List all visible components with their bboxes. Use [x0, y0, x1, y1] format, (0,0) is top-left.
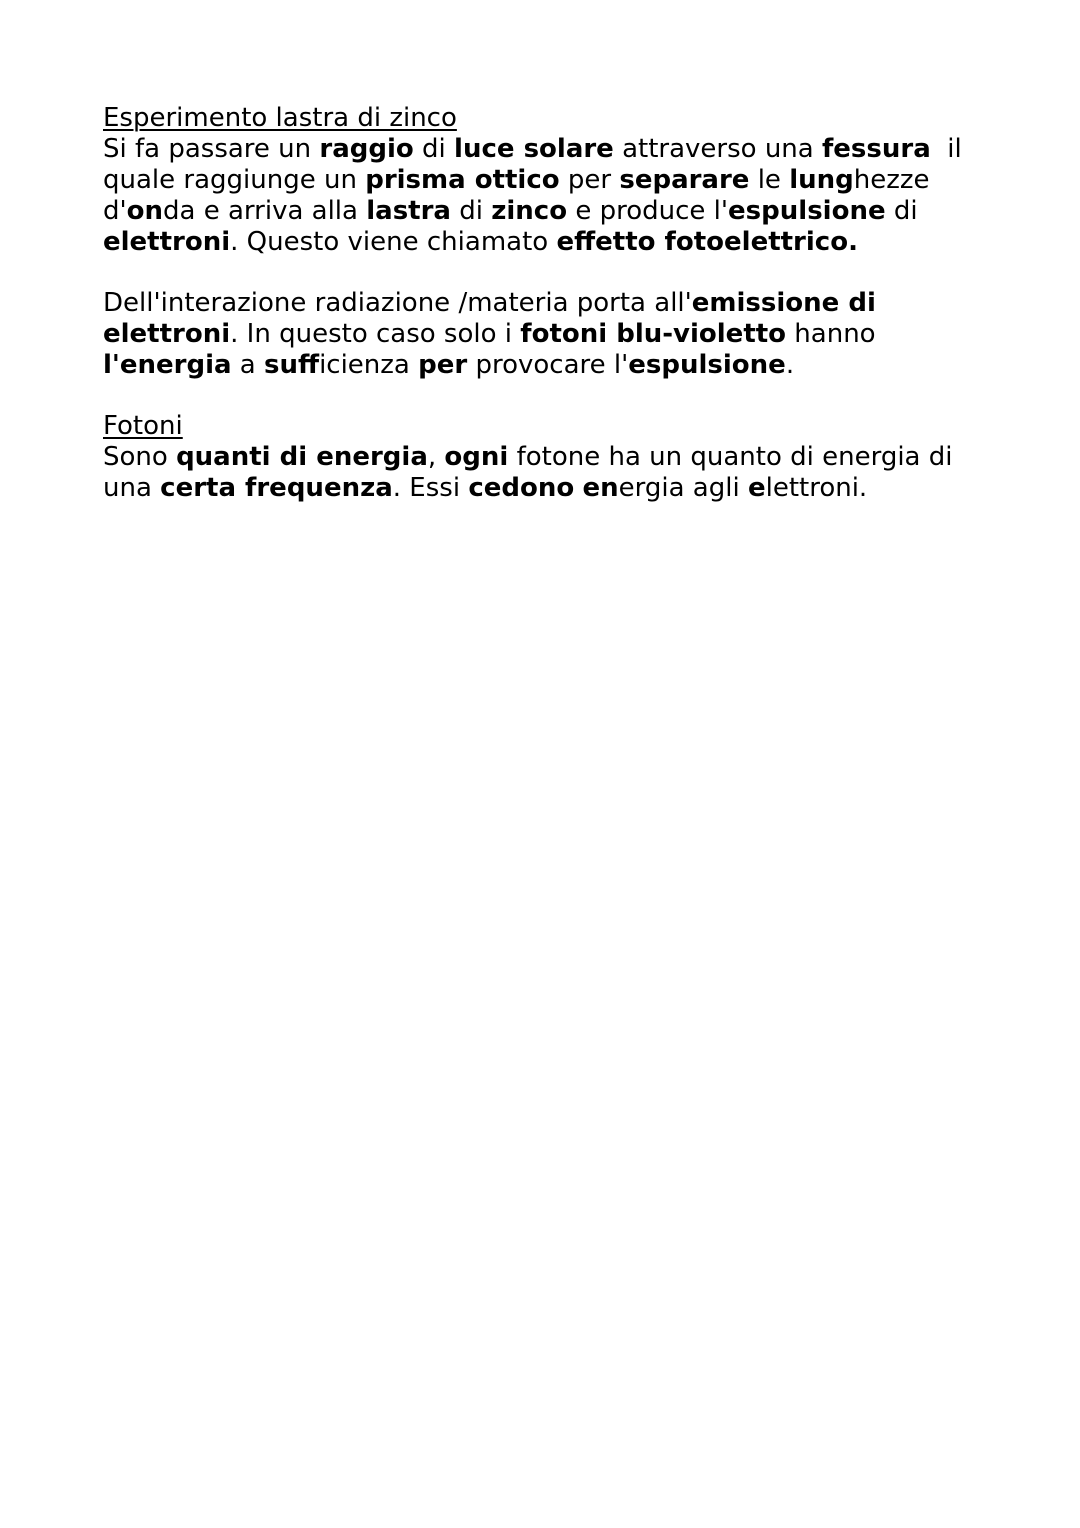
text-run: da e arriva alla	[163, 196, 367, 226]
bold-text-run: fessura	[821, 134, 931, 164]
bold-text-run: certa frequenza	[160, 473, 393, 503]
bold-text-run: en	[582, 473, 619, 503]
text-run: Dell'interazione radiazione /materia porta all'	[103, 288, 692, 318]
bold-text-run: e	[747, 473, 766, 503]
text-run: provocare l'	[467, 350, 629, 380]
text-run: icienza	[319, 350, 419, 380]
text-run: . Questo viene chiamato	[230, 227, 557, 257]
document-page	[103, 103, 973, 534]
bold-text-run: fotoni blu-violetto	[520, 319, 787, 349]
text-run: d'	[103, 196, 127, 226]
text-line	[103, 227, 973, 258]
text-line	[103, 350, 973, 381]
text-run: Si fa passare un	[103, 134, 320, 164]
bold-text-run: effetto fotoelettrico.	[556, 227, 858, 257]
text-run: il	[930, 134, 962, 164]
text-run: di	[885, 196, 918, 226]
bold-text-run: per	[418, 350, 468, 380]
bold-text-run: cedono	[468, 473, 575, 503]
bold-text-run: espulsione	[628, 350, 786, 380]
section-fotoni	[103, 411, 973, 504]
text-run: .	[785, 350, 795, 380]
section-heading: Esperimento lastra di zinco	[103, 103, 457, 133]
section-esperimento	[103, 103, 973, 258]
text-line	[103, 165, 973, 196]
text-line	[103, 288, 973, 319]
bold-text-run: prisma ottico	[365, 165, 560, 195]
text-run: hezze	[853, 165, 930, 195]
text-line	[103, 473, 973, 504]
section-paragraph	[103, 442, 973, 504]
bold-text-run: ogni	[444, 442, 509, 472]
text-line	[103, 134, 973, 165]
bold-text-run: separare	[619, 165, 750, 195]
text-run: quale raggiunge un	[103, 165, 366, 195]
bold-text-run: lastra	[366, 196, 451, 226]
text-run: per	[559, 165, 620, 195]
text-run: fotone ha un quanto di energia di	[508, 442, 953, 472]
text-run: a	[231, 350, 265, 380]
bold-text-run: emissione di	[691, 288, 876, 318]
text-run: lettroni.	[765, 473, 868, 503]
section-paragraph	[103, 288, 973, 381]
section-interazione	[103, 288, 973, 381]
bold-text-run: elettroni	[103, 227, 231, 257]
bold-text-run: lung	[789, 165, 854, 195]
text-run: una	[103, 473, 161, 503]
bold-text-run: raggio	[319, 134, 414, 164]
bold-text-run: quanti di energia	[176, 442, 428, 472]
bold-text-run: suff	[264, 350, 320, 380]
bold-text-run: zinco	[491, 196, 568, 226]
text-run: ,	[427, 442, 445, 472]
text-run: hanno	[786, 319, 876, 349]
text-line	[103, 196, 973, 227]
bold-text-run: on	[126, 196, 164, 226]
bold-text-run: l'energia	[103, 350, 232, 380]
text-run: . In questo caso solo i	[230, 319, 521, 349]
text-run: le	[749, 165, 790, 195]
text-run: di	[450, 196, 492, 226]
section-paragraph	[103, 134, 973, 258]
text-line	[103, 442, 973, 473]
text-run: . Essi	[392, 473, 469, 503]
text-run: ergia agli	[618, 473, 748, 503]
text-run: attraverso una	[613, 134, 822, 164]
section-heading: Fotoni	[103, 411, 183, 441]
bold-text-run: luce solare	[454, 134, 614, 164]
bold-text-run: espulsione	[728, 196, 886, 226]
bold-text-run: elettroni	[103, 319, 231, 349]
text-line	[103, 319, 973, 350]
text-run: e produce l'	[567, 196, 729, 226]
text-run: Sono	[103, 442, 177, 472]
text-run: di	[413, 134, 455, 164]
